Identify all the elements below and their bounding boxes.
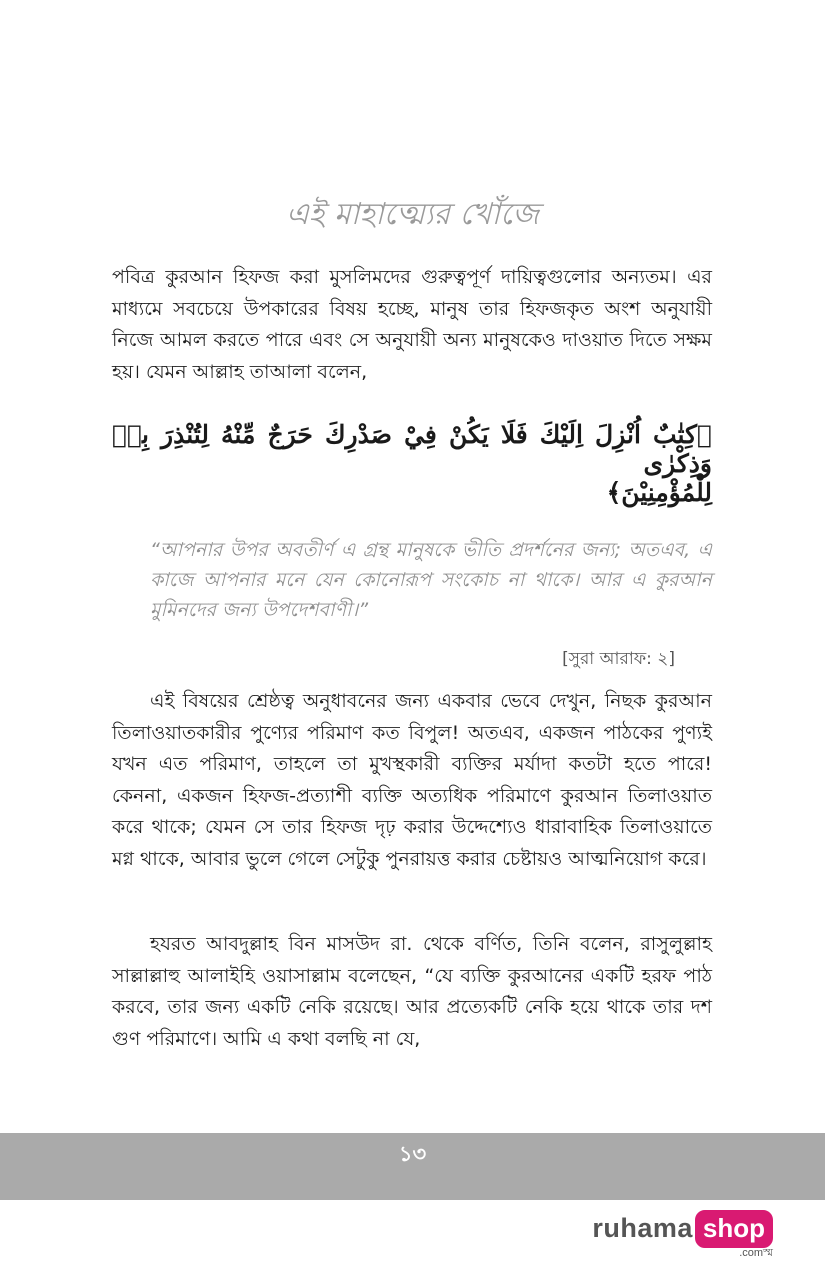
paragraph-3: হযরত আবদুল্লাহ বিন মাসউদ রা. থেকে বর্ণিত, তিনি বলেন, রাসুলুল্লাহ সাল্লাল্লাহু আলাইহি ওয়াসাল্লাম বলেছেন, “যে ব্যক্তি কুরআনের একটি হরফ পাঠ করবে, তার জন্য একটি নেকি রয়েছে। আর প্রত্যেকটি নেকি হয়ে থাকে তার দশ গুণ পরিমাণে। আমি এ কথা বলছি না যে, (112, 933, 712, 1050)
logo-shop-text: shop (695, 1210, 773, 1248)
arabic-verse-line-1: ﴿كِتٰبٌ اُنْزِلَ اِلَيْكَ فَلَا يَكُنْ فِيْ صَدْرِكَ حَرَجٌ مِّنْهُ لِتُنْذِرَ بِهٖ وَذِكْرٰى (112, 420, 712, 478)
verse-translation-quote: “আপনার উপর অবতীর্ণ এ গ্রন্থ মানুষকে ভীতি প্রদর্শনের জন্য; অতএব, এ কাজে আপনার মনে যেন কোনোরূপ সংকোচ না থাকে। আর এ কুরআন মুমিনদের জন্য উপদেশবাণী।” (150, 539, 712, 621)
verse-reference: [সুরা আরাফ: ২] (562, 649, 675, 669)
page-number: ১৩ (398, 1142, 427, 1166)
paragraph-2: এই বিষয়ের শ্রেষ্ঠত্ব অনুধাবনের জন্য একবার ভেবে দেখুন, নিছক কুরআন তিলাওয়াতকারীর পুণ্যের পরিমাণ কত বিপুল! অতএব, একজন পাঠকের পুণ্যই যখন এত পরিমাণ, তাহলে তা মুখস্থকারী ব্যক্তির মর্যাদা কতটা হতে পারে! কেননা, একজন হিফজ-প্রত্যাশী ব্যক্তি অত্যধিক পরিমাণে কুরআন তিলাওয়াত করে থাকে; যেমন সে তার হিফজ দৃঢ় করার উদ্দেশ্যেও ধারাবাহিক তিলাওয়াতে মগ্ন থাকে, আবার ভুলে গেলে সেটুকু পুনরায়ত্ত করার চেষ্টায়ও আত্মনিয়োগ করে। (112, 690, 712, 870)
logo-com-text: .comস্ম (739, 1247, 773, 1259)
logo-shop-badge (695, 1210, 773, 1259)
paragraph-1: পবিত্র কুরআন হিফজ করা মুসলিমদের গুরুত্বপূর্ণ দায়িত্বগুলোর অন্যতম। এর মাধ্যমে সবচেয়ে উপকারের বিষয় হচ্ছে, মানুষ তার হিফজকৃত অংশ অনুযায়ী নিজে আমল করতে পারে এবং সে অনুযায়ী অন্য মানুষকেও দাওয়াত দিতে সক্ষম হয়। যেমন আল্লাহ তাআলা বলেন, (112, 266, 712, 383)
logo-word: ruhama (592, 1213, 693, 1243)
page-title: এই মাহাত্ম্যের খোঁজে (286, 197, 539, 232)
arabic-verse-line-2: لِلْمُؤْمِنِيْنَ﴾ (606, 478, 712, 507)
ruhamashop-logo (592, 1210, 773, 1259)
